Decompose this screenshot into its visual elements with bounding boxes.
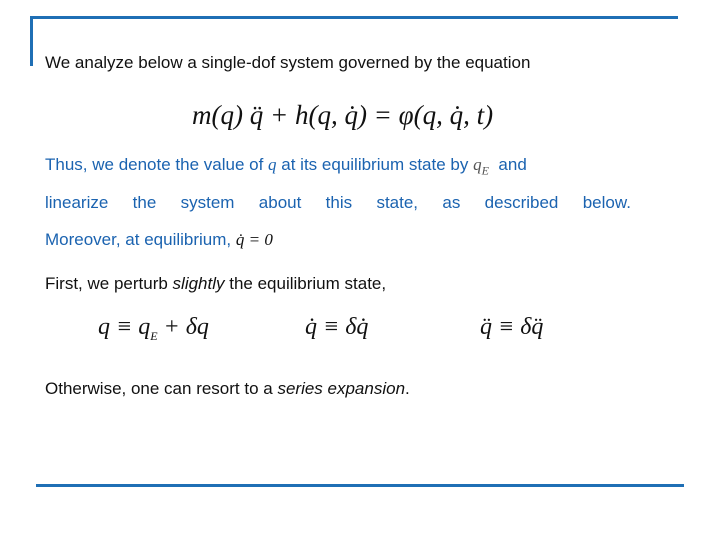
word: about — [258, 193, 302, 212]
var-qE: $q_E$ — [473, 155, 489, 178]
word: described — [484, 193, 559, 212]
bottom-rule — [36, 484, 684, 487]
word: the — [132, 193, 157, 212]
perturb-eq-qdot: q̇ ≡ δq̇ — [305, 314, 369, 340]
linearize-line — [45, 193, 631, 213]
intro-text: We analyze below a single-dof system governed by the equation — [45, 53, 531, 72]
moreover-text: Moreover, at equilibrium, — [45, 230, 232, 249]
qdot-zero: q̇ = 0 — [235, 230, 273, 249]
thus-pre: Thus, we denote the value of — [45, 155, 264, 174]
perturb-eq-q: $q \equiv q_E + \delta q$ — [98, 314, 209, 343]
moreover-line — [45, 230, 273, 250]
top-rule — [30, 16, 678, 19]
perturb-line: First, we perturb slightly the equilibrium state, — [45, 274, 387, 293]
series-emphasis: series expansion — [277, 379, 406, 398]
slightly-emphasis: slightly — [172, 274, 225, 293]
thus-line — [45, 155, 527, 178]
word: linearize — [45, 193, 109, 212]
series-line: Otherwise, one can resort to a series expansion. — [45, 379, 410, 398]
word: below. — [582, 193, 631, 212]
main-equation: m(q) q̈ + h(q, q̇) = φ(q, q̇, t) — [192, 100, 494, 130]
word: this — [325, 193, 353, 212]
var-q: q — [268, 155, 277, 174]
left-rule — [30, 16, 33, 66]
perturb-eq-qddot: q̈ ≡ δq̈ — [480, 314, 544, 340]
word: state, — [376, 193, 419, 212]
thus-mid: at its equilibrium state by — [281, 155, 469, 174]
thus-post: and — [498, 155, 527, 174]
word: system — [180, 193, 235, 212]
word: as — [442, 193, 461, 212]
